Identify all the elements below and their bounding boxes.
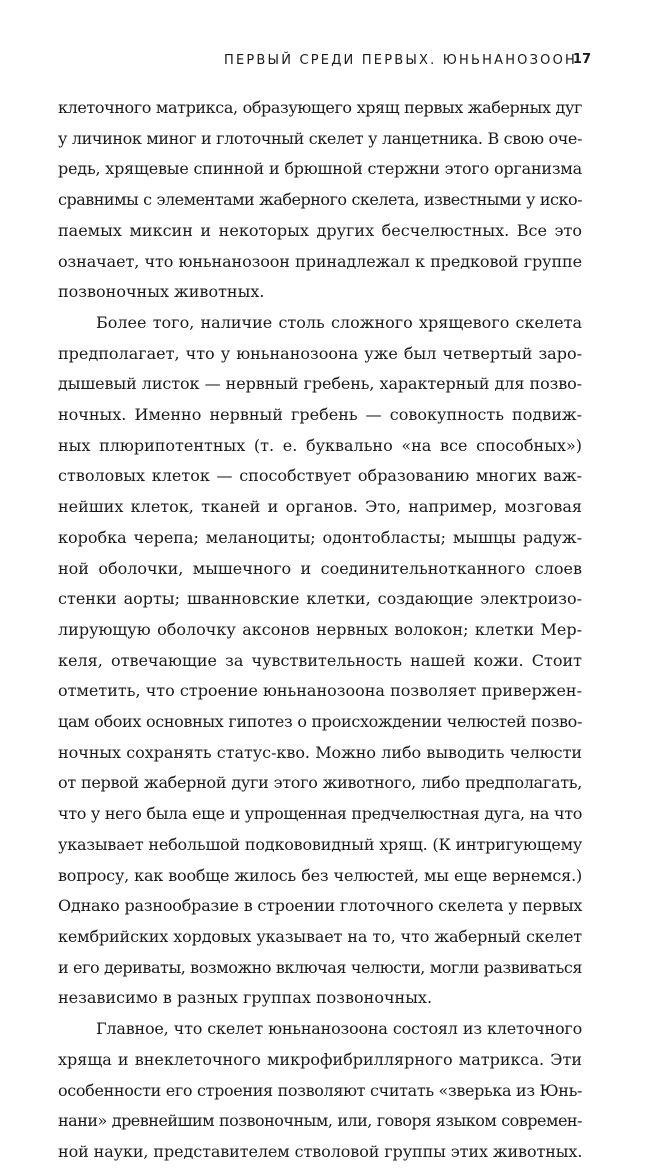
text-line: ночных сохранять статус-кво. Можно либо выводить челюсти — [58, 742, 582, 762]
text-line: что у него была еще и упрощенная предчелюстная дуга, на что — [58, 804, 582, 824]
text-line: нани» древнейшим позвоночным, или, говоря языком современ- — [58, 1111, 582, 1131]
text-line: отметить, что строение юньнанозоона позволяет привержен- — [58, 681, 582, 701]
paragraph-1 — [58, 93, 582, 308]
text-line: лирующую оболочку аксонов нервных волокон; клетки Мер- — [58, 619, 582, 639]
text-line: у личинок миног и глоточный скелет у ланцетника. В свою оче- — [58, 128, 582, 148]
text-line: коробка черепа; меланоциты; одонтобласты; мышцы радуж- — [58, 527, 582, 547]
text-line: сравнимы с элементами жаберного скелета, известными у иско- — [58, 190, 582, 210]
paragraph-3 — [58, 1014, 582, 1168]
text-line: ночных. Именно нервный гребень — совокупность подвиж- — [58, 405, 582, 425]
text-line: стволовых клеток — способствует образованию многих важ- — [58, 466, 582, 486]
text-line: паемых миксин и некоторых других бесчелюстных. Все это — [58, 220, 582, 240]
text-line: хряща и внеклеточного микрофибриллярного матрикса. Эти — [58, 1049, 582, 1069]
text-line: особенности его строения позволяют считать «зверька из Юнь- — [58, 1080, 582, 1100]
text-line: редь, хрящевые спинной и брюшной стержни этого организма — [58, 159, 582, 179]
text-line: Однако разнообразие в строении глоточного скелета у первых — [58, 896, 583, 916]
body-text — [58, 93, 582, 1168]
text-line: стенки аорты; шванновские клетки, создающие электроизо- — [58, 589, 582, 609]
text-line: от первой жаберной дуги этого животного, либо предполагать, — [58, 773, 582, 793]
text-line: Более того, наличие столь сложного хрящевого скелета — [96, 312, 582, 332]
text-line: независимо в разных группах позвоночных. — [58, 988, 433, 1008]
text-line: предполагает, что у юньнанозоона уже был четвертый заро- — [58, 343, 582, 363]
text-line: клеточного матрикса, образующего хрящ первых жаберных дуг — [58, 98, 582, 117]
text-line: кембрийских хордовых указывает на то, что жаберный скелет — [58, 926, 582, 946]
text-line: келя, отвечающие за чувствительность нашей кожи. Стоит — [58, 650, 582, 670]
text-line: ной оболочки, мышечного и соединительнотканного слоев — [58, 558, 582, 578]
text-line: и его дериваты, возможно включая челюсти, могли развиваться — [58, 957, 582, 977]
text-line: указывает небольшой подкововидный хрящ. (К интригующему — [58, 834, 583, 854]
text-line: позвоночных животных. — [58, 282, 265, 302]
text-line: означает, что юньнанозоон принадлежал к предковой группе — [58, 251, 582, 271]
text-line: цам обоих основных гипотез о происхождении челюстей позво- — [58, 712, 582, 732]
text-line: дышевый листок — нервный гребень, характерный для позво- — [58, 374, 582, 394]
text-line: нейших клеток, тканей и органов. Это, например, мозговая — [58, 497, 582, 517]
text-line: ной науки, представителем стволовой группы этих животных. — [58, 1141, 583, 1161]
text-line: Главное, что скелет юньнанозоона состоял из клеточного — [96, 1019, 582, 1039]
paragraph-2 — [58, 308, 582, 1014]
text-line: ных плюрипотентных (т. е. буквально «на все способных») — [58, 435, 582, 455]
text-line: вопросу, как вообще жилось без челюстей, мы еще вернемся.) — [58, 865, 582, 885]
page-number: 17 — [572, 52, 591, 67]
running-title: ПЕРВЫЙ СРЕДИ ПЕРВЫХ. ЮНЬНАНОЗООН — [224, 53, 577, 68]
